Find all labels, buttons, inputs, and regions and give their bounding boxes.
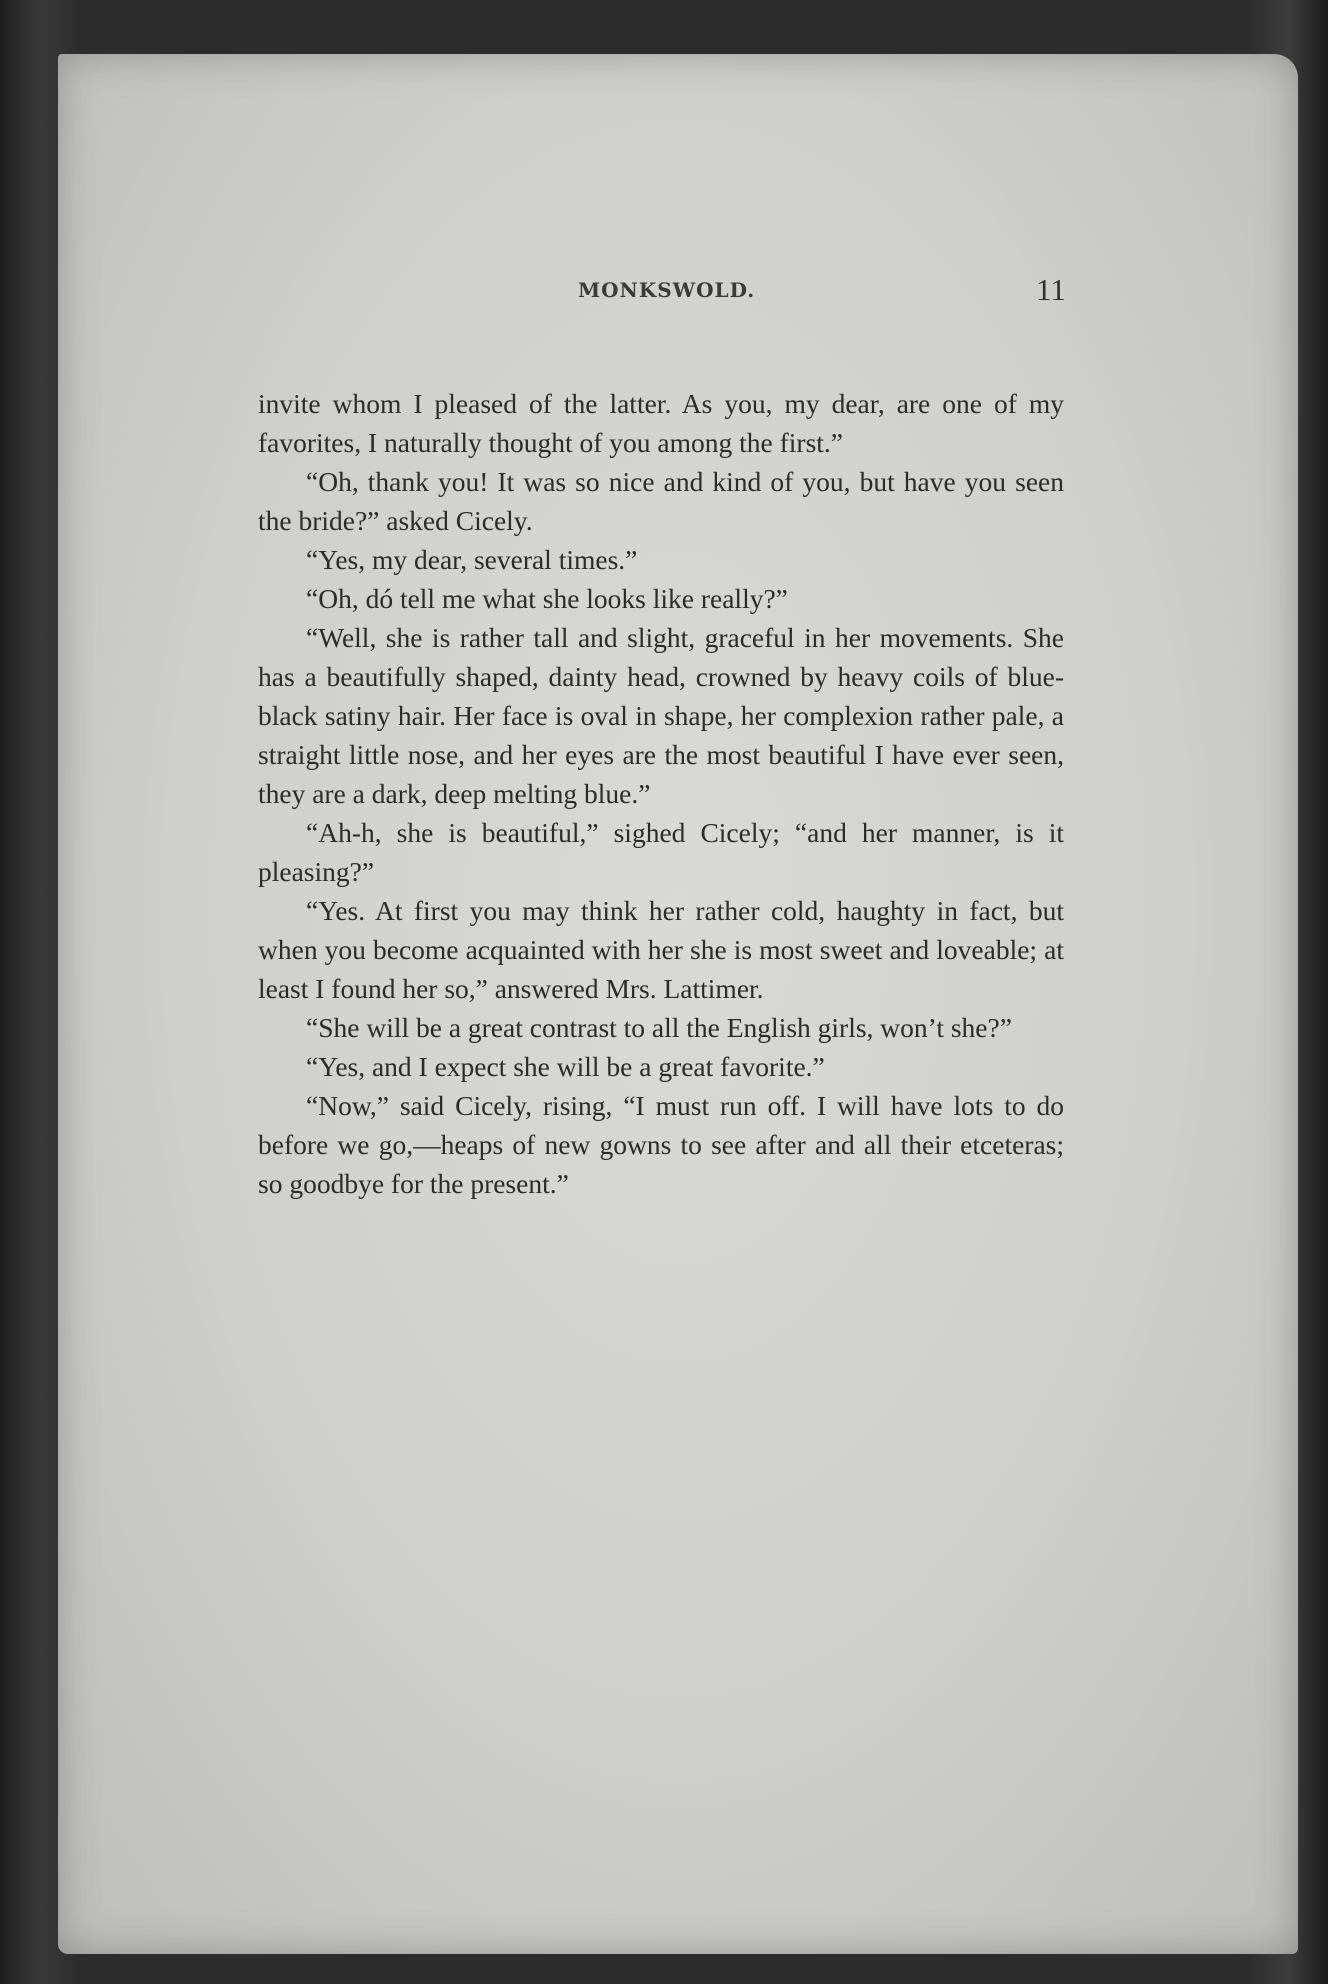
paragraph: “Ah-h, she is beautiful,” sighed Cicely; “and her manner, is it pleasing?” (258, 817, 1064, 887)
book-page (58, 54, 1298, 1954)
body-text (258, 384, 1064, 1203)
running-title: MONKSWOLD. (578, 278, 756, 302)
running-head (58, 272, 1298, 312)
paragraph: “Well, she is rather tall and slight, graceful in her movements. She has a beautifully shaped, dainty head, crowned by heavy coils of blue-black satiny hair. Her face is oval in shape, her complexion rather pale, a straight little nose, and her eyes are the most beautiful I have ever seen, they are a dark, deep melting blue.” (258, 622, 1064, 809)
paragraph: “Yes. At first you may think her rather cold, haughty in fact, but when you become acquainted with her she is most sweet and loveable; at least I found her so,” answered Mrs. Lattimer. (258, 895, 1064, 1004)
paragraph: “She will be a great contrast to all the English girls, won’t she?” (306, 1012, 1012, 1043)
paragraph: “Yes, and I expect she will be a great favorite.” (306, 1051, 825, 1082)
paragraph: “Now,” said Cicely, rising, “I must run off. I will have lots to do before we go,—heaps of new gowns to see after and all their etceteras; so goodbye for the present.” (258, 1090, 1064, 1199)
paragraph: “Oh, thank you! It was so nice and kind of you, but have you seen the bride?” asked Cicely. (258, 466, 1064, 536)
paragraph: invite whom I pleased of the latter. As you, my dear, are one of my favorites, I naturally thought of you among the first.” (258, 388, 1064, 458)
paragraph: “Yes, my dear, several times.” (306, 544, 638, 575)
paragraph: “Oh, dó tell me what she looks like really?” (306, 583, 788, 614)
page-number: 11 (1036, 272, 1066, 307)
